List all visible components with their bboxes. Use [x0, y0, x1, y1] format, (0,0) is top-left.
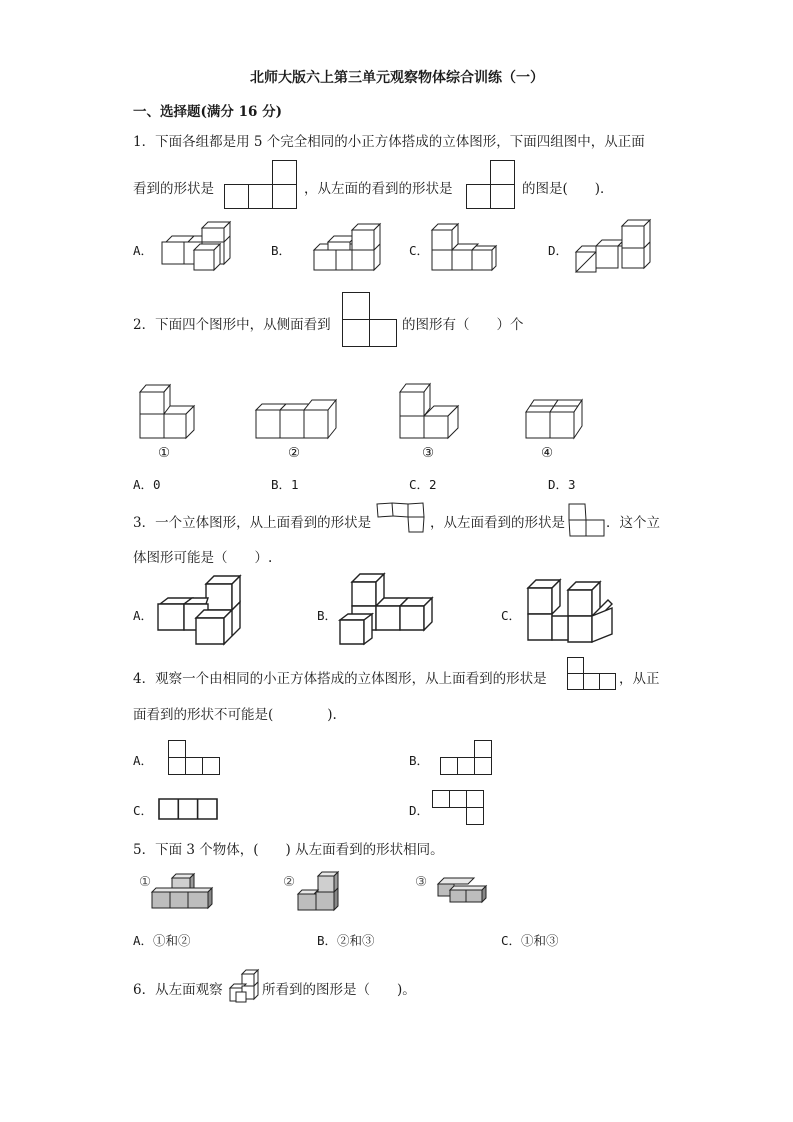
q3-option-a-cubes[interactable] [156, 574, 244, 646]
q2-figure-1-label: ① [158, 445, 171, 461]
q4-text-line1b: ，从正 [619, 671, 660, 687]
q5-option-b[interactable]: B．②和③ [317, 933, 375, 948]
q1-text-line2a: 看到的形状是 [133, 181, 214, 197]
q5-text: 5．下面 3 个物体，( ) 从左面看到的形状相同。 [133, 842, 444, 858]
q2-option-d[interactable]: D．3 [548, 477, 576, 492]
q4-top-view-figure [567, 657, 617, 691]
q1-option-b-label[interactable]: B． [271, 243, 292, 258]
q3-option-c-label[interactable]: C． [501, 608, 522, 623]
q4-option-a-label[interactable]: A． [133, 753, 154, 768]
q1-option-c-label[interactable]: C． [409, 243, 430, 258]
q4-option-d-figure[interactable] [432, 790, 486, 826]
q5-object-1-label: ① [139, 874, 152, 890]
q3-top-view-figure [376, 502, 426, 534]
q1-text-line1: 1．下面各组都是用 5 个完全相同的小正方体搭成的立体图形，下面四组图中，从正面 [133, 134, 645, 150]
q4-option-a-figure[interactable] [168, 740, 220, 776]
q4-option-b-figure[interactable] [440, 740, 492, 776]
q1-option-b-cubes[interactable] [312, 222, 384, 272]
q3-text-line1c: ．这个立 [606, 515, 660, 531]
q3-option-b-cubes[interactable] [338, 572, 436, 646]
q3-text-line1a: 3．一个立体图形，从上面看到的形状是 [133, 515, 372, 531]
q3-option-c-cubes[interactable] [524, 576, 616, 646]
q2-option-b[interactable]: B．1 [271, 477, 299, 492]
q2-figure-4[interactable] [524, 398, 586, 440]
q2-side-view-figure [342, 292, 398, 348]
q1-front-view-figure [224, 160, 298, 209]
q1-option-a-label[interactable]: A． [133, 243, 154, 258]
q5-object-1-cubes[interactable] [150, 872, 214, 912]
q1-text-line2b: ，从左面的看到的形状是 [304, 181, 453, 197]
q1-option-d-label[interactable]: D． [548, 243, 569, 258]
q6-object-cubes [228, 968, 260, 1004]
q4-option-c-label[interactable]: C． [133, 803, 154, 818]
q2-figure-3-label: ③ [422, 445, 435, 461]
q4-option-c-figure[interactable] [158, 798, 220, 820]
q2-option-c[interactable]: C．2 [409, 477, 437, 492]
q2-option-a[interactable]: A．0 [133, 477, 161, 492]
q1-option-a-cubes[interactable] [160, 220, 230, 272]
q1-left-view-figure [466, 160, 516, 209]
q5-object-3-cubes[interactable] [436, 876, 488, 904]
q5-option-c[interactable]: C．①和③ [501, 933, 559, 948]
section-heading: 一、选择题(满分 16 分) [133, 104, 282, 120]
page-title: 北师大版六上第三单元观察物体综合训练（一） [250, 70, 544, 86]
q3-option-b-label[interactable]: B． [317, 608, 338, 623]
q6-text-a: 6．从左面观察 [133, 982, 223, 998]
q1-option-c-cubes[interactable] [430, 222, 496, 272]
q3-text-line2: 体图形可能是（ ）. [133, 550, 273, 566]
q5-option-a[interactable]: A．①和② [133, 933, 191, 948]
q2-figure-2-label: ② [288, 445, 301, 461]
q2-figure-2[interactable] [254, 398, 340, 440]
q4-text-line1a: 4．观察一个由相同的小正方体搭成的立体图形，从上面看到的形状是 [133, 671, 547, 687]
q3-left-view-figure [568, 503, 606, 537]
q3-option-a-label[interactable]: A． [133, 608, 154, 623]
q4-option-d-label[interactable]: D． [409, 803, 430, 818]
q6-text-b: 所看到的图形是（ )。 [262, 982, 416, 998]
q3-text-line1b: ，从左面看到的形状是 [430, 515, 565, 531]
q2-text-a: 2．下面四个图形中，从侧面看到 [133, 317, 331, 333]
q5-object-2-cubes[interactable] [296, 872, 342, 914]
q2-text-b: 的图形有（ ）个 [402, 317, 524, 333]
q2-figure-1[interactable] [138, 382, 198, 440]
q5-object-3-label: ③ [415, 874, 428, 890]
q5-object-2-label: ② [283, 874, 296, 890]
q1-option-d-cubes[interactable] [574, 220, 652, 274]
q4-text-line2: 面看到的形状不可能是( ). [133, 707, 337, 723]
q1-text-line2c: 的图是( )． [522, 181, 614, 197]
q2-figure-3[interactable] [398, 382, 464, 440]
q2-figure-4-label: ④ [541, 445, 554, 461]
q4-option-b-label[interactable]: B． [409, 753, 430, 768]
